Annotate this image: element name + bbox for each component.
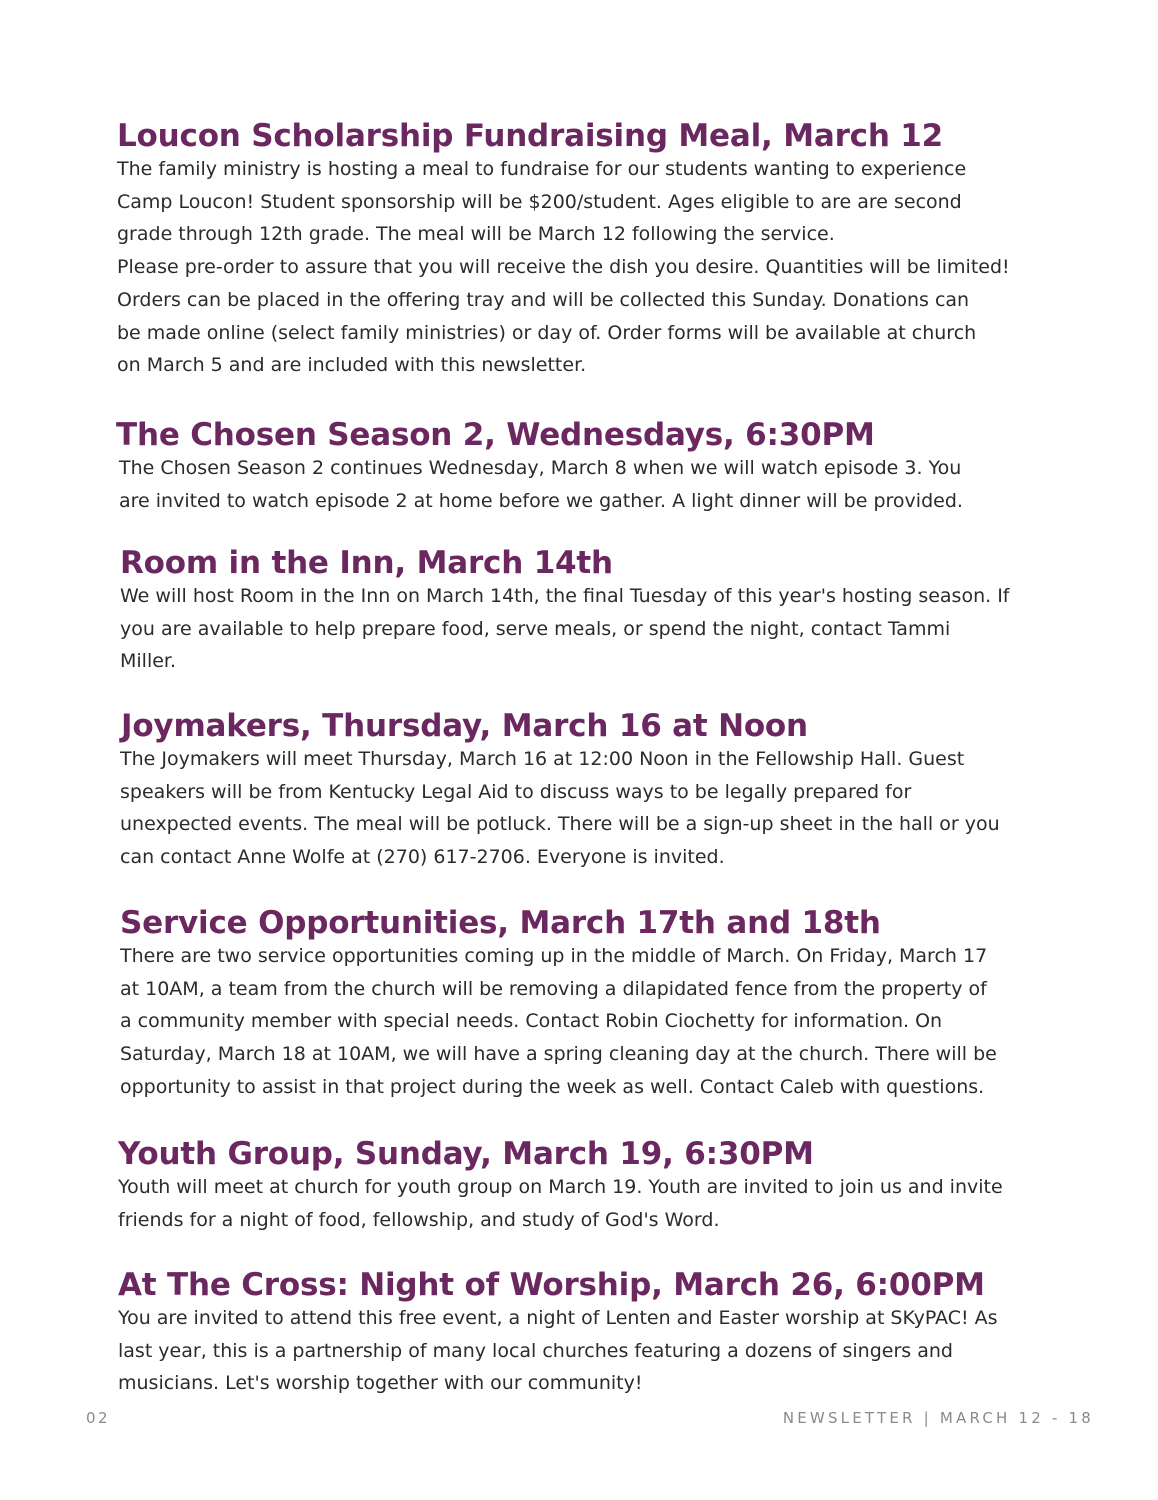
section-room-in-the-inn	[0, 546, 1158, 678]
body-line: can contact Anne Wolfe at (270) 617-2706. Everyone is invited.	[120, 846, 725, 869]
body-line: last year, this is a partnership of many local churches featuring a dozens of singers and	[118, 1339, 953, 1362]
body-line: speakers will be from Kentucky Legal Aid to discuss ways to be legally prepared for	[120, 780, 912, 803]
body-line: on March 5 and are included with this newsletter.	[117, 354, 587, 377]
section-body	[119, 452, 1069, 517]
section-title: At The Cross: Night of Worship, March 26, 6:00PM	[118, 1267, 985, 1303]
section-body	[120, 580, 1070, 678]
section-title: Loucon Scholarship Fundraising Meal, March 12	[117, 118, 944, 154]
body-line: be made online (select family ministries) or day of. Order forms will be available at church	[117, 321, 977, 344]
body-line: unexpected events. The meal will be potluck. There will be a sign-up sheet in the hall or you	[120, 813, 1000, 836]
body-line: at 10AM, a team from the church will be removing a dilapidated fence from the property of	[120, 977, 987, 1000]
body-line: You are invited to attend this free event, a night of Lenten and Easter worship at SKyPAC! As	[118, 1307, 998, 1329]
section-body	[118, 1302, 1068, 1400]
section-body	[120, 940, 1070, 1104]
section-title: Room in the Inn, March 14th	[120, 545, 613, 581]
page-number: 02	[86, 1409, 111, 1427]
body-line: The Joymakers will meet Thursday, March 16 at 12:00 Noon in the Fellowship Hall. Guest	[120, 748, 965, 770]
body-line: friends for a night of food, fellowship, and study of God's Word.	[118, 1208, 720, 1231]
body-line: musicians. Let's worship together with our community!	[118, 1372, 643, 1395]
body-line: The Chosen Season 2 continues Wednesday, March 8 when we will watch episode 3. You	[119, 457, 962, 479]
body-line: grade through 12th grade. The meal will be March 12 following the service.	[117, 223, 835, 246]
body-line: We will host Room in the Inn on March 14th, the final Tuesday of this year's hosting season. If	[120, 585, 1010, 607]
body-line: opportunity to assist in that project during the week as well. Contact Caleb with questions.	[120, 1075, 985, 1098]
section-body	[120, 743, 1070, 874]
body-line: are invited to watch episode 2 at home before we gather. A light dinner will be provided.	[119, 489, 963, 512]
section-body	[117, 153, 1067, 382]
body-line: There are two service opportunities coming up in the middle of March. On Friday, March 17	[120, 945, 988, 967]
section-title: Youth Group, Sunday, March 19, 6:30PM	[118, 1136, 814, 1172]
body-line: The family ministry is hosting a meal to fundraise for our students wanting to experience	[117, 158, 967, 180]
section-loucon-meal	[0, 119, 1158, 382]
section-joymakers	[0, 709, 1158, 874]
body-line: a community member with special needs. Contact Robin Ciochetty for information. On	[120, 1010, 943, 1033]
body-line: Youth will meet at church for youth group on March 19. Youth are invited to join us and invite	[118, 1176, 1003, 1198]
section-youth-group	[0, 1137, 1158, 1236]
footer-title: NEWSLETTER | MARCH 12 - 18	[782, 1409, 1094, 1427]
body-line: Miller.	[120, 650, 177, 673]
body-line: Saturday, March 18 at 10AM, we will have a spring cleaning day at the church. There will be	[120, 1043, 997, 1066]
section-title: The Chosen Season 2, Wednesdays, 6:30PM	[116, 417, 875, 453]
body-line: Camp Loucon! Student sponsorship will be $200/student. Ages eligible to are are second	[117, 190, 962, 213]
section-service-opportunities	[0, 906, 1158, 1104]
section-title: Service Opportunities, March 17th and 18th	[120, 905, 881, 941]
body-line: Orders can be placed in the offering tray and will be collected this Sunday. Donations can	[117, 288, 970, 311]
body-line: you are available to help prepare food, serve meals, or spend the night, contact Tammi	[120, 617, 951, 640]
body-line: Please pre-order to assure that you will receive the dish you desire. Quantities will be limited!	[117, 256, 1010, 279]
section-chosen-season	[0, 418, 1158, 517]
section-body	[118, 1171, 1068, 1236]
section-title: Joymakers, Thursday, March 16 at Noon	[121, 708, 808, 744]
section-night-of-worship	[0, 1268, 1158, 1400]
